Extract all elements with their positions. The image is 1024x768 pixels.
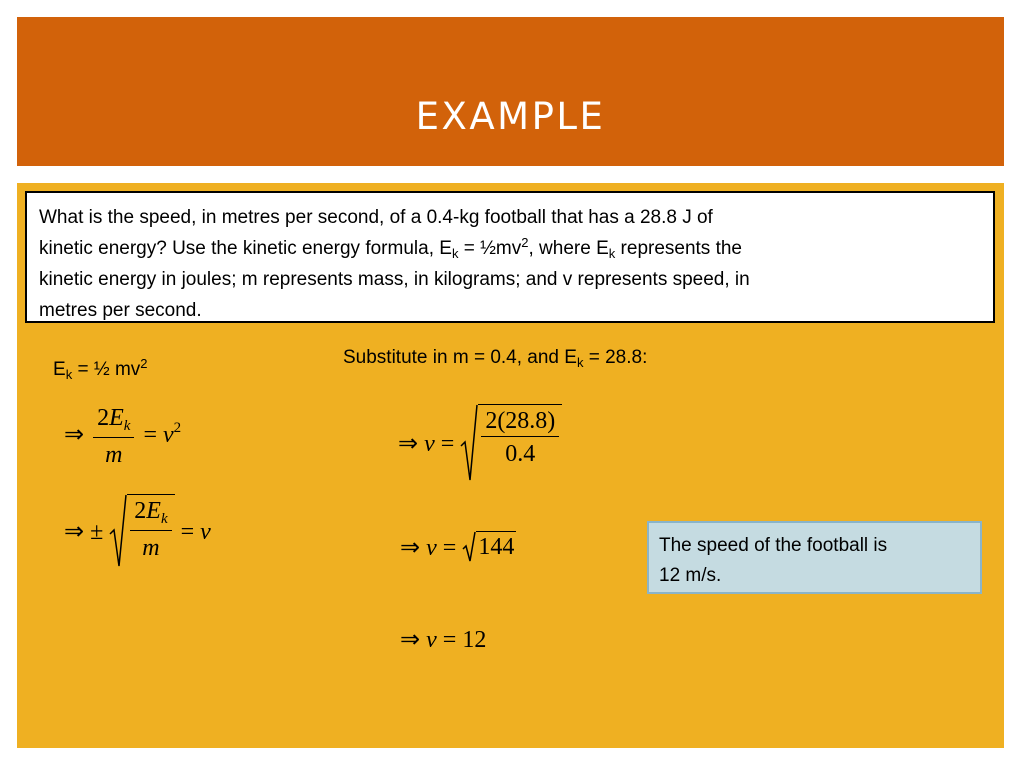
question-line-3 (39, 264, 981, 295)
question-text: kinetic energy in joules; m represents mass, in kilograms; and v represents speed, in (39, 269, 750, 290)
var-v: v (163, 422, 174, 449)
question-box (25, 191, 995, 323)
slide-title: EXAMPLE (415, 95, 606, 138)
question-text: = ½mv (458, 238, 522, 259)
subscript-k: k (65, 367, 73, 382)
result-value: 12 (462, 627, 487, 653)
question-text: metres per second. (39, 300, 202, 321)
implies-symbol: ⇒ (64, 422, 85, 449)
superscript-2: 2 (173, 420, 182, 437)
var-E: E (109, 405, 124, 431)
question-text: What is the speed, in metres per second, of a 0.4-kg football that has a 28.8 J of (39, 207, 713, 228)
plus-minus-symbol: ± (90, 519, 104, 546)
var-v: v (424, 431, 435, 458)
question-line-4 (39, 295, 981, 326)
question-line-2 (39, 233, 981, 264)
superscript-2: 2 (140, 356, 148, 371)
implies-symbol: ⇒ (400, 535, 421, 562)
var-m: m (142, 535, 160, 561)
left-step-1 (64, 406, 181, 467)
equals-sign: = (440, 431, 455, 458)
fraction (481, 409, 559, 466)
var-E: E (146, 498, 161, 524)
num-coef: 2 (97, 405, 110, 431)
answer-line-2: 12 m/s. (659, 565, 722, 586)
equals-sign: = (442, 627, 457, 653)
num-coef: 2 (134, 498, 147, 524)
left-step-2 (64, 494, 211, 573)
question-text: , where E (528, 238, 609, 259)
question-text: represents the (615, 238, 743, 259)
radicand: 144 (476, 531, 516, 563)
implies-symbol: ⇒ (400, 627, 421, 653)
radical (462, 531, 516, 568)
subscript-k: k (160, 511, 168, 527)
substitute-instruction (343, 346, 647, 370)
radical-sign (462, 531, 476, 563)
var-m: m (105, 442, 123, 468)
fraction (130, 499, 171, 560)
formula-label (53, 358, 148, 382)
superscript-2: 2 (521, 235, 529, 250)
implies-symbol: ⇒ (398, 431, 419, 458)
implies-symbol: ⇒ (64, 519, 85, 546)
answer-line-1: The speed of the football is (659, 535, 888, 556)
subscript-k: k (451, 246, 459, 261)
question-text: kinetic energy? Use the kinetic energy formula, E (39, 238, 452, 259)
radical (109, 494, 174, 573)
radical (460, 404, 562, 487)
answer-box (647, 521, 982, 594)
instruction-text: Substitute in m = 0.4, and E (343, 347, 577, 368)
equals-sign: = (180, 519, 195, 546)
radical-sign (109, 494, 127, 568)
question-line-1 (39, 202, 981, 233)
formula-text: = ½ mv (72, 359, 141, 380)
radical-sign (460, 404, 478, 482)
subscript-k: k (608, 246, 616, 261)
subscript-k: k (123, 418, 131, 434)
numerator (93, 406, 134, 438)
formula-text: E (53, 359, 66, 380)
right-step-2 (400, 531, 516, 568)
right-step-3 (400, 628, 486, 652)
numerator (130, 499, 171, 531)
fraction (93, 406, 134, 467)
denominator: 0.4 (505, 441, 536, 467)
var-v: v (426, 627, 437, 653)
subscript-k: k (576, 355, 584, 370)
var-v: v (200, 519, 211, 546)
var-v: v (426, 535, 437, 562)
denominator (93, 438, 134, 467)
right-step-1 (398, 404, 562, 487)
equals-sign: = (442, 535, 457, 562)
denominator (130, 531, 171, 560)
numerator: 2(28.8) (481, 409, 559, 437)
instruction-text: = 28.8: (583, 347, 648, 368)
title-band (17, 17, 1004, 166)
equals-sign: = (143, 422, 157, 449)
